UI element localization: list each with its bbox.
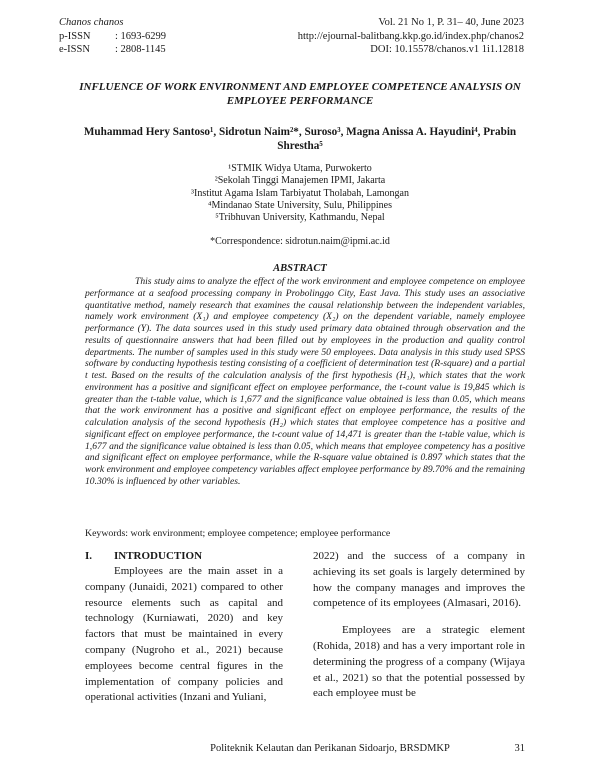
- intro-left-column: Employees are the main asset in a company (Junaidi, 2021) compared to other resource elements such as capital and technology (Kurniawati, 2020) and key factors that must be maintained in every company (Nugroho et al., 2021) because employees become central figures in the implementation of company policies and operational activities (Inzani and Yuliani,: [85, 565, 283, 704]
- pissn-value: : 1693-6299: [115, 30, 167, 42]
- section-number: I.: [85, 550, 93, 562]
- pissn-row: [59, 30, 166, 44]
- paper-title: INFLUENCE OF WORK ENVIRONMENT AND EMPLOYEE COMPETENCE ANALYSIS ON EMPLOYEE PERFORMANCE: [79, 81, 521, 107]
- pissn-label: p-ISSN: [59, 30, 91, 42]
- section-heading-introduction: [85, 550, 202, 562]
- eissn-value: : 2808-1145: [115, 44, 166, 55]
- journal-url[interactable]: http://ejournal-balitbang.kkp.go.id/index.php/chanos2: [297, 30, 524, 42]
- intro-right-paragraph-2: Employees are a strategic element (Rohida, 2018) and has a very important role in determining the progress of a company (Wijaya et al., 2021) so that the potential possessed by each employee must be: [313, 624, 525, 700]
- correspondence: *Correspondence: sidrotun.naim@ipmi.ac.id: [210, 236, 390, 247]
- page-number: 31: [514, 743, 525, 754]
- abstract-heading: ABSTRACT: [273, 263, 327, 274]
- footer-publisher: Politeknik Kelautan dan Perikanan Sidoarjo, BRSDMKP: [210, 743, 450, 754]
- journal-header-left: [59, 16, 166, 57]
- affiliation-5: ⁵Tribhuvan University, Kathmandu, Nepal: [215, 212, 385, 224]
- affiliation-2: ²Sekolah Tinggi Manajemen IPMI, Jakarta: [214, 175, 386, 187]
- affiliation-1: ¹STMIK Widya Utama, Purwokerto: [228, 163, 372, 174]
- volume-info: Vol. 21 No 1, P. 31– 40, June 2023: [378, 17, 524, 28]
- eissn-row: [59, 43, 166, 57]
- eissn-label: e-ISSN: [59, 44, 90, 55]
- section-title: INTRODUCTION: [114, 550, 203, 562]
- affiliation-4: ⁴Mindanao State University, Sulu, Philippines: [208, 199, 392, 211]
- intro-right-paragraph-1: 2022) and the success of a company in achieving its set goals is largely determined by how the company manages and improves the competence of its employees (Almasari, 2016).: [313, 550, 525, 610]
- journal-header-right: [298, 16, 524, 57]
- keywords: Keywords: work environment; employee competence; employee performance: [85, 528, 391, 539]
- intro-right-column: [313, 549, 525, 702]
- affiliations: [100, 163, 500, 224]
- author-list: Muhammad Hery Santoso¹, Sidrotun Naim²*, Suroso³, Magna Anissa A. Hayudini⁴, Prabin Shrestha⁵: [83, 126, 517, 152]
- affiliation-3: ³Institut Agama Islam Tarbiyatut Tholabah, Lamongan: [191, 187, 409, 199]
- doi[interactable]: DOI: 10.15578/chanos.v1 1i1.12818: [370, 44, 524, 55]
- journal-name: Chanos chanos: [59, 17, 124, 28]
- abstract-text: This study aims to analyze the effect of the work environment and employee competence on employee performance at a seafood processing company in Probolinggo City, East Java. This study uses an associative quantitative method, namely research that examines the causal relationship between the independent variables, namely work environment (X₁) and employee competency (X₂) on the dependent variable, namely employee performance (Y). The data sources used in this study used primary data obtained through observation and the results of questionnaire answers that had been filled out by employees in the production and quality control departments. The number of samples used in this study were 50 employees. Data analysis in this study used SPSS software by conducting hypothesis testing consisting of a coefficient of determination test (R-square) and a partial t test. Based on the results of the calculation analysis of the first hypothesis (H₁), which states that the work environment has a positive and significant effect on employee performance, the t-count value is 19,845 which is greater than the t-table value, which is 1,677 and the significance value obtained is less than 0.05, which means that the work environment has a positive and significant effect on employee performance, the results of the calculation analysis of the second hypothesis (H₂) which states that employee competence has a positive and significant effect on employee performance, the t-count value of 14,471 is greater than the t-table value, which is 1,677 and the significance value obtained is less than 0.05, which means that employee competency has a positive and significant effect on employee performance, while the R-square value obtained is 0.897 which states that the work environment and employee competency variables affect employee performance by 89.70% and the remaining 10.30% is influenced by other variables.: [85, 276, 525, 487]
